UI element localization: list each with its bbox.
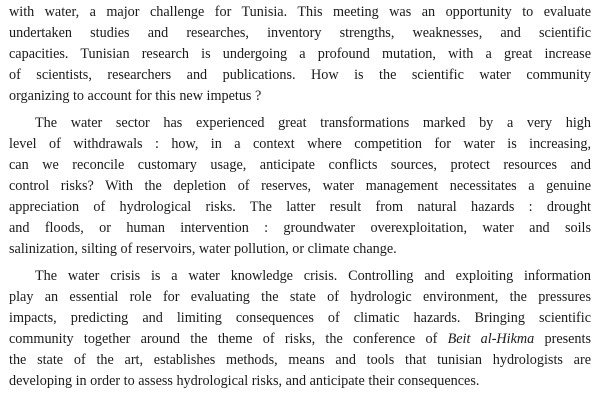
text-line: organizing to account for this new impetus ? [9, 88, 262, 104]
text-line: the state of the art, establishes methods, means and tools that tunisian hydrologists are [9, 352, 591, 368]
text-line: impacts, predicting and limiting consequences of climatic hazards. Bringing scientific [9, 310, 591, 326]
text-line: salinization, silting of reservoirs, water pollution, or climate change. [9, 241, 397, 257]
text-line: can we reconcile customary usage, anticipate conflicts sources, protect resources and [9, 157, 591, 173]
text-line: appreciation of hydrological risks. The latter result from natural hazards : drought [9, 199, 591, 215]
text-line: The water crisis is a water knowledge crisis. Controlling and exploiting information [35, 268, 591, 284]
paragraph-1 [9, 2, 591, 107]
text-line: control risks? With the depletion of reserves, water management necessitates a genuine [9, 178, 591, 194]
text-segment: presents [534, 331, 591, 347]
institution-name: Beit al-Hikma [447, 331, 535, 347]
text-line: and floods, or human intervention : groundwater overexploitation, water and soils [9, 220, 591, 236]
paragraph-3 [9, 266, 591, 392]
text-line-with-italic [9, 329, 591, 350]
text-segment: community together around the theme of risks, the conference of [9, 331, 448, 347]
text-line: of scientists, researchers and publications. How is the scientific water community [9, 67, 591, 83]
text-line: capacities. Tunisian research is undergoing a profound mutation, with a great increase [9, 46, 591, 62]
text-line: level of withdrawals : how, in a context where competition for water is increasing, [9, 136, 591, 152]
text-line: The water sector has experienced great transformations marked by a very high [35, 115, 591, 131]
text-line: play an essential role for evaluating the state of hydrologic environment, the pressures [9, 289, 591, 305]
text-line: with water, a major challenge for Tunisia. This meeting was an opportunity to evaluate [9, 4, 591, 20]
paragraph-2 [9, 113, 591, 260]
text-line: undertaken studies and researches, inventory strengths, weaknesses, and scientific [9, 25, 591, 41]
text-line: developing in order to assess hydrological risks, and anticipate their consequences. [9, 373, 480, 389]
